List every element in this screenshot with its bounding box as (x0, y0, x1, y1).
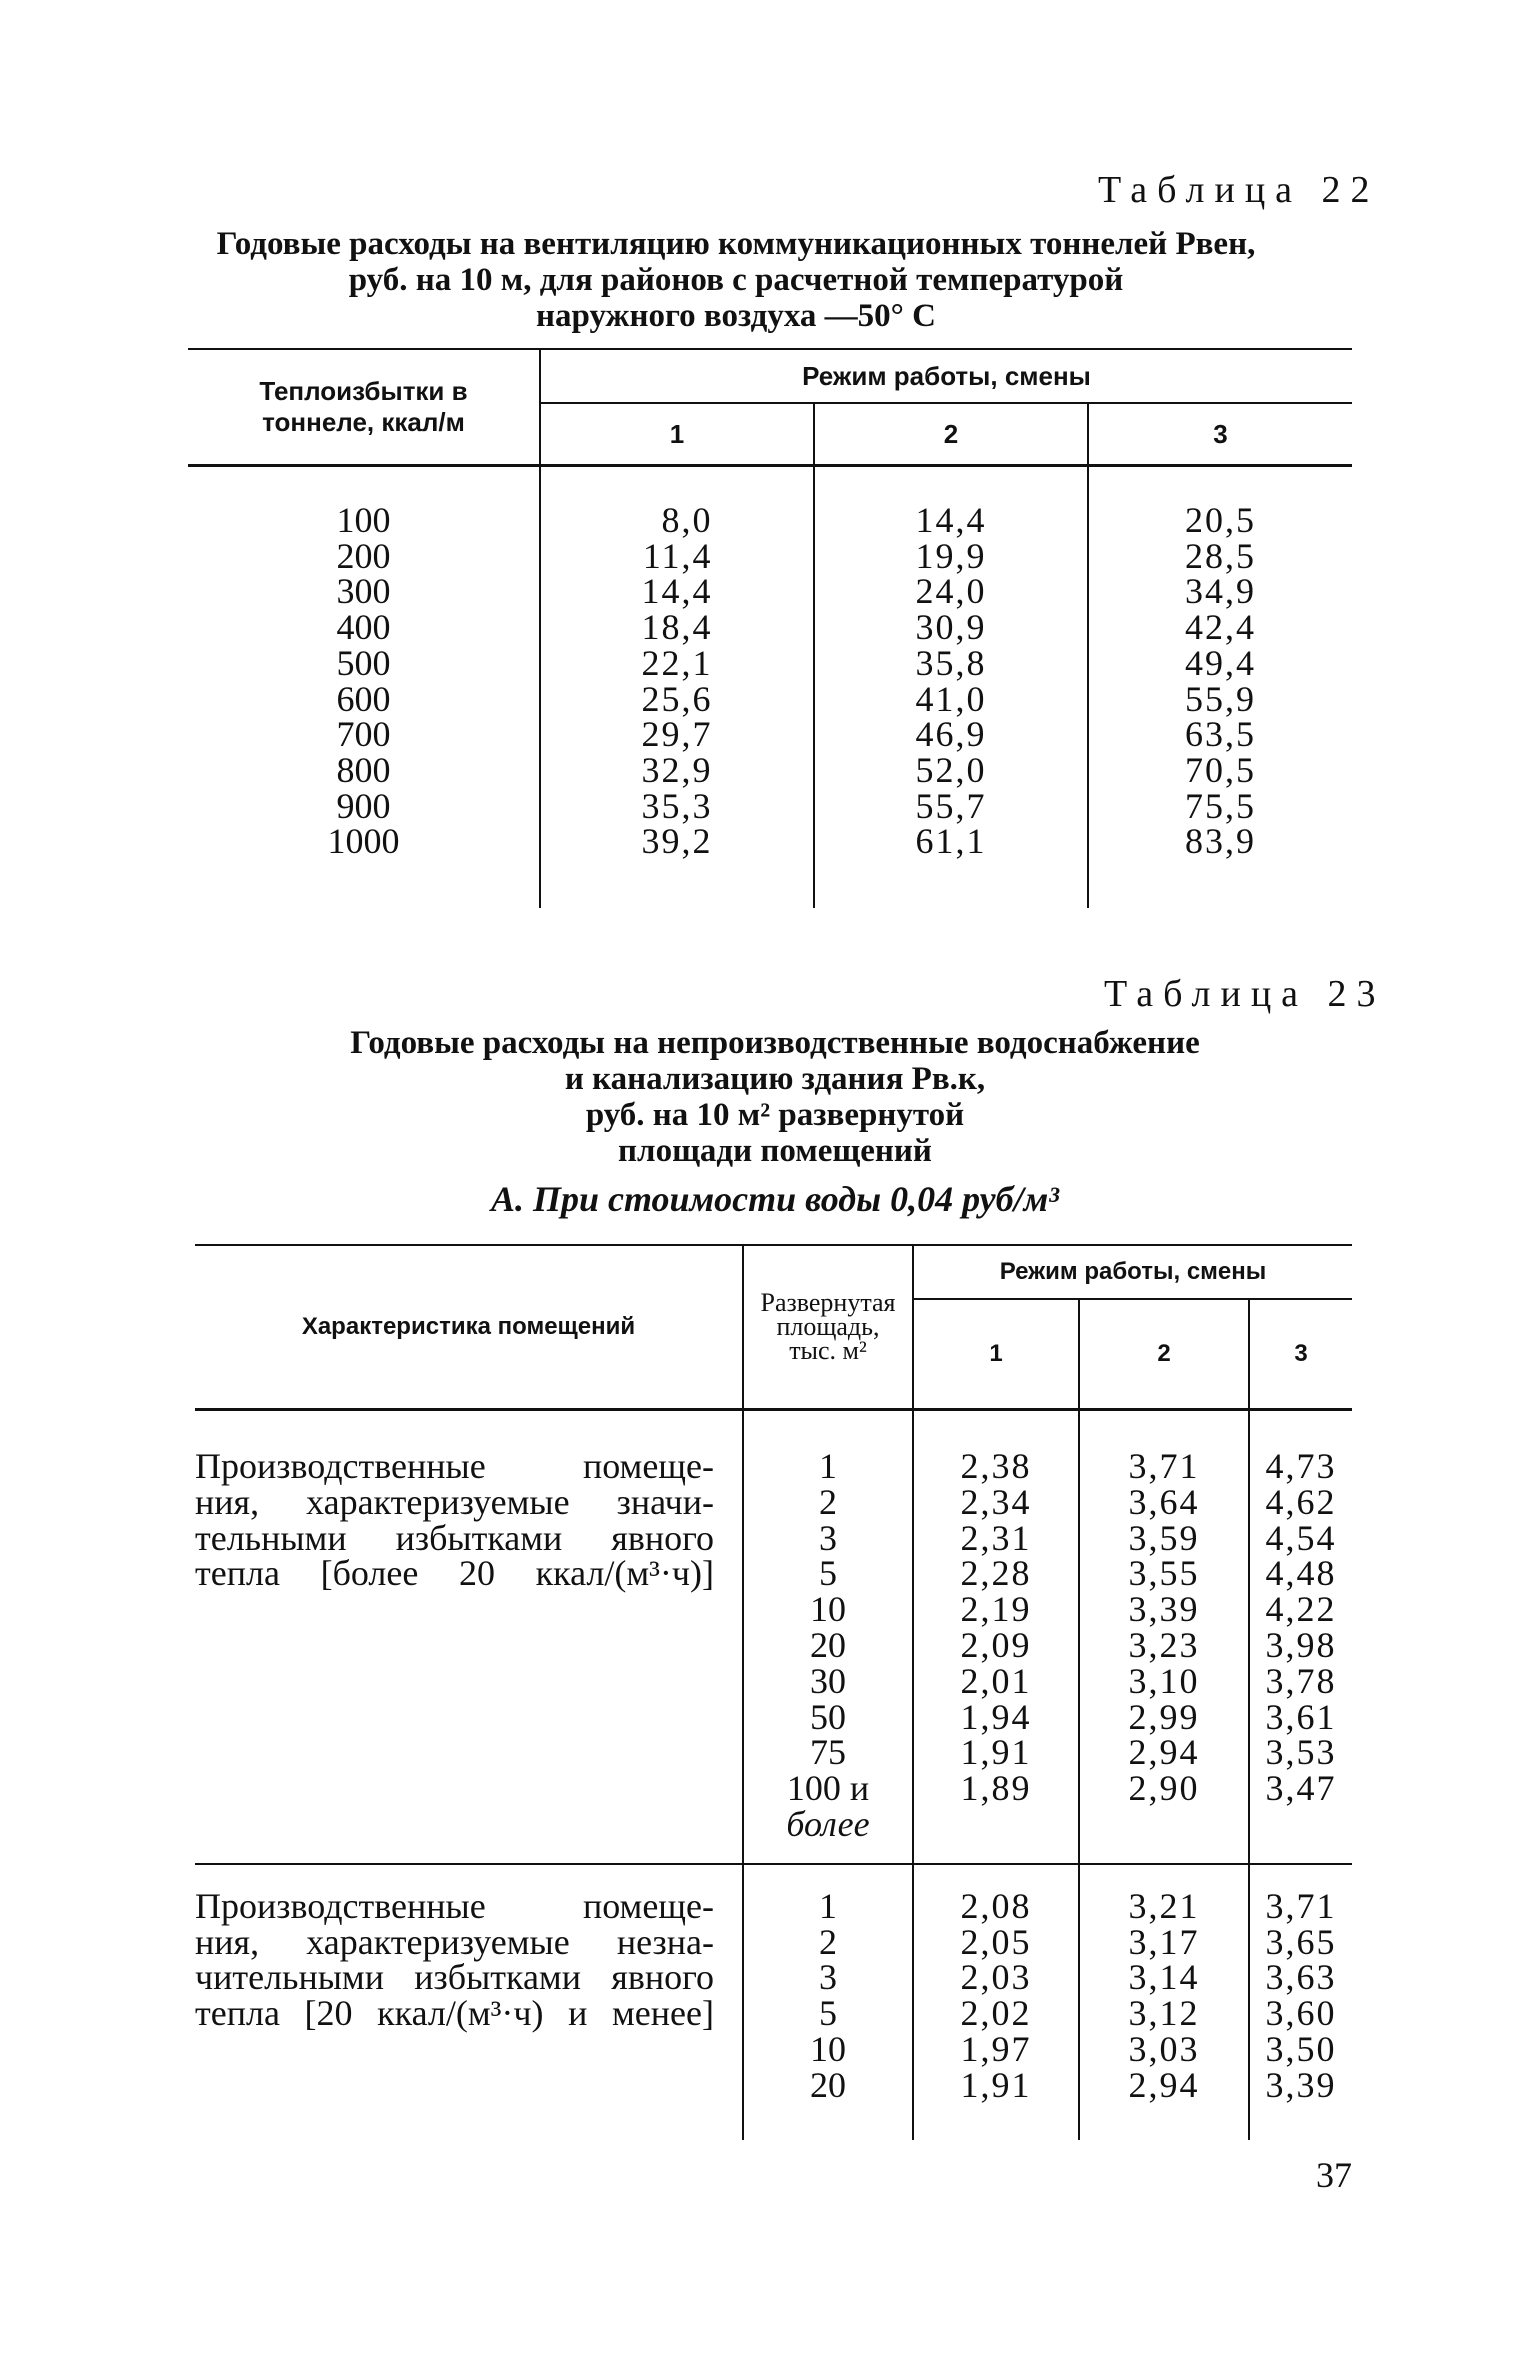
table22-cell-heat: 100 (336, 500, 391, 540)
table23-cell-shift-1: 1,91 (960, 2064, 1032, 2105)
table23-cell-shift-3: 3,50 (1265, 2028, 1337, 2069)
table22-cell-s3: 75,5 (1185, 785, 1256, 826)
table23-cell-shift-2: 3,14 (1128, 1957, 1200, 1998)
table23-group-2-areas (743, 1864, 913, 2140)
table23-group-2-shift-1 (913, 1864, 1079, 2140)
table22 (188, 348, 1352, 908)
table23-cell-area: 50 (810, 1696, 846, 1737)
table23-cell-shift-3: 3,61 (1265, 1696, 1337, 1737)
table23-cell-shift-3: 3,98 (1265, 1624, 1337, 1665)
table22-cell-s1: 11,4 (642, 535, 713, 576)
table22-cell-s2: 55,7 (915, 785, 987, 826)
table23-cell-shift-3: 3,53 (1265, 1732, 1337, 1773)
table22-cell-s1: 29,7 (641, 714, 713, 755)
table23-cell-shift-2: 2,94 (1128, 1732, 1200, 1773)
table22-cell-s2: 19,9 (915, 535, 987, 576)
table23-cell-area: 30 (810, 1660, 846, 1701)
table23-cell-shift-1: 1,94 (960, 1696, 1032, 1737)
table22-shift-header-1: 1 (540, 403, 814, 466)
table22-cell-s1: 39,2 (641, 821, 713, 862)
table23-group-1-shift-3 (1249, 1410, 1352, 1864)
table22-cell-s3: 34,9 (1185, 571, 1256, 612)
table23-cell-shift-1: 2,38 (960, 1446, 1032, 1486)
table22-cell-s1: 18,4 (641, 607, 713, 648)
table23-cell-area: 5 (819, 1553, 837, 1594)
table23-cell-shift-2: 3,21 (1128, 1885, 1200, 1926)
table23-cell-shift-3: 3,47 (1265, 1768, 1337, 1809)
table23-title-line-1: Годовые расходы на непроизводственные водоснабжение (350, 1025, 1200, 1061)
table22-col-heat (188, 466, 540, 909)
table23-cell-shift-1: 2,28 (960, 1553, 1032, 1594)
table23-title-line-2: и канализацию здания Pв.к, (564, 1061, 986, 1097)
table22-cell-heat: 500 (336, 642, 391, 683)
table23-cell-shift-3: 4,48 (1265, 1553, 1337, 1594)
table23-cell-shift-1: 2,08 (960, 1885, 1032, 1926)
table23-group-1-shift-2 (1079, 1410, 1249, 1864)
table23-group-row (195, 1410, 1352, 1864)
table23-group-1-areas (743, 1410, 913, 1864)
table23-cell-shift-1: 1,97 (960, 2028, 1032, 2069)
table22-cell-s2: 52,0 (915, 749, 987, 790)
table23-cell-shift-2: 3,59 (1128, 1517, 1200, 1558)
table22-title-line-1: Годовые расходы на вентиляцию коммуникационных тоннелей Pвен, (216, 226, 1256, 262)
table22-cell-s1: 35,3 (641, 785, 713, 826)
table22-cell-s1: 14,4 (641, 571, 713, 612)
table23-cell-shift-3: 3,71 (1265, 1885, 1337, 1926)
table22-cell-s3: 63,5 (1185, 714, 1256, 755)
table23-cell-shift-2: 3,55 (1128, 1553, 1200, 1594)
table22-cell-s1: 32,9 (641, 749, 713, 790)
table23-cell-area: 10 (810, 1589, 846, 1630)
table23-cell-area: 3 (819, 1517, 837, 1558)
table23-cell-shift-1: 2,19 (960, 1589, 1032, 1630)
table23-cell-shift-2: 3,23 (1128, 1624, 1200, 1665)
table22-cell-heat: 1000 (327, 821, 400, 862)
table22-cell-s1: 8,0 (661, 500, 713, 540)
table23-cell-area: 10 (810, 2028, 846, 2069)
table23-group-2-shift-3 (1249, 1864, 1352, 2140)
table23-title-line-3: руб. на 10 м² развернутой (585, 1097, 965, 1133)
table22-cell-heat: 900 (336, 785, 391, 826)
table22-cell-s2: 30,9 (915, 607, 987, 648)
table23-col-header-area: Развернутая площадь, тыс. м² (743, 1245, 913, 1410)
table23-cell-area: 1 (819, 1885, 837, 1926)
table22-cell-s2: 61,1 (915, 821, 987, 862)
table23-group-2-description: Производственные помеще- ния, характеризуемые незна- чительными избытками явного тепла [20 ккал/(м³·ч) и менее] (195, 1885, 714, 2034)
table23-cell-shift-1: 2,05 (960, 1921, 1032, 1962)
page-number: 37 (1316, 2155, 1352, 2195)
table23-group-row (195, 1864, 1352, 2140)
table23-group-header: Режим работы, смены (913, 1245, 1352, 1299)
table23-cell-shift-2: 3,12 (1128, 1993, 1200, 2034)
table22-body-row (188, 466, 1352, 909)
table23-cell-shift-1: 2,01 (960, 1660, 1032, 1701)
table22-cell-s3: 28,5 (1185, 535, 1256, 576)
table23-cell-shift-2: 3,03 (1128, 2028, 1200, 2069)
table22-cell-heat: 700 (336, 714, 391, 755)
table23-cell-shift-1: 2,34 (960, 1481, 1032, 1522)
table22-col-shift-1 (540, 466, 814, 909)
table22-cell-s3: 42,4 (1185, 607, 1256, 648)
table22-cell-s3: 70,5 (1185, 749, 1256, 790)
table23-cell-shift-1: 2,31 (960, 1517, 1032, 1558)
table23-title-line-4: площади помещений (618, 1133, 932, 1169)
table23-cell-shift-2: 2,90 (1128, 1768, 1200, 1809)
table22-cell-heat: 600 (336, 678, 391, 719)
table23-cell-shift-1: 1,91 (960, 1732, 1032, 1773)
table23-cell-area: 20 (810, 1624, 846, 1665)
table23-cell-shift-1: 1,89 (960, 1768, 1032, 1809)
table23-cell-shift-1: 2,03 (960, 1957, 1032, 1998)
table23-cell-shift-1: 2,09 (960, 1624, 1032, 1665)
table23-subtitle: А. При стоимости воды 0,04 руб/м³ (490, 1179, 1060, 1219)
table22-cell-s1: 25,6 (641, 678, 713, 719)
table23-cell-area: 1 (819, 1446, 837, 1486)
table23-cell-shift-3: 4,62 (1265, 1481, 1337, 1522)
table22-cell-s2: 35,8 (915, 642, 987, 683)
table22-shift-header-2: 2 (814, 403, 1088, 466)
table23-cell-area: 3 (819, 1957, 837, 1998)
table22-cell-s3: 20,5 (1185, 500, 1256, 540)
table22-caption: Таблица 22 (1098, 169, 1380, 211)
table22-title (120, 226, 1352, 334)
table22-cell-s2: 24,0 (915, 571, 987, 612)
table23-cell-shift-3: 3,60 (1265, 1993, 1337, 2034)
table23-cell-shift-2: 3,10 (1128, 1660, 1200, 1701)
table23-cell-shift-3: 3,78 (1265, 1660, 1337, 1701)
table22-group-header: Режим работы, смены (540, 349, 1352, 403)
table23-group-1-description: Производственные помеще- ния, характеризуемые значи- тельными избытками явного тепла [более 20 ккал/(м³·ч)] (195, 1410, 743, 1864)
table23 (195, 1244, 1352, 2140)
table22-cell-heat: 200 (336, 535, 391, 576)
table23-cell-shift-3: 4,54 (1265, 1517, 1337, 1558)
table23-cell-shift-3: 4,73 (1265, 1446, 1337, 1486)
table23-cell-area: более (786, 1803, 870, 1844)
table23-shift-header-2: 2 (1079, 1299, 1249, 1410)
table23-cell-shift-2: 2,99 (1128, 1696, 1200, 1737)
table22-col-shift-2 (814, 466, 1088, 909)
table23-cell-shift-3: 3,63 (1265, 1957, 1337, 1998)
table23-group-1-shift-1 (913, 1410, 1079, 1864)
table23-cell-shift-1: 2,02 (960, 1993, 1032, 2034)
table22-col-header-heat: Теплоизбытки в тоннеле, ккал/м (188, 349, 540, 466)
table22-shift-header-3: 3 (1088, 403, 1352, 466)
table22-title-line-3: наружного воздуха —50° С (536, 298, 936, 334)
table23-cell-shift-2: 3,17 (1128, 1921, 1200, 1962)
table23-caption: Таблица 23 (1104, 973, 1386, 1015)
table23-group-2-shift-2 (1079, 1864, 1249, 2140)
table22-cell-heat: 800 (336, 749, 391, 790)
table22-col-shift-3 (1088, 466, 1352, 909)
table23-title (160, 1025, 1390, 1169)
table23-cell-area: 2 (819, 1481, 837, 1522)
table22-cell-s1: 22,1 (641, 642, 713, 683)
table22-cell-s3: 49,4 (1185, 642, 1256, 683)
table22-title-line-2: руб. на 10 м, для районов с расчетной температурой (348, 262, 1124, 298)
table22-cell-s3: 55,9 (1185, 678, 1256, 719)
table23-col-header-description: Характеристика помещений (195, 1245, 743, 1410)
table23-shift-header-3: 3 (1249, 1299, 1352, 1410)
table22-cell-s2: 46,9 (915, 714, 987, 755)
table23-cell-shift-3: 3,39 (1265, 2064, 1337, 2105)
table23-cell-shift-2: 3,64 (1128, 1481, 1200, 1522)
table23-shift-header-1: 1 (913, 1299, 1079, 1410)
table23-cell-shift-3: 3,65 (1265, 1921, 1337, 1962)
table23-cell-area: 20 (810, 2064, 846, 2105)
table23-cell-shift-2: 3,39 (1128, 1589, 1200, 1630)
table22-cell-s2: 41,0 (915, 678, 987, 719)
table23-cell-area: 75 (810, 1732, 846, 1773)
table23-cell-shift-3: 4,22 (1265, 1589, 1337, 1630)
table23-cell-area: 100 и (786, 1768, 870, 1809)
table22-cell-heat: 300 (336, 571, 391, 612)
table22-cell-s2: 14,4 (915, 500, 987, 540)
table23-cell-shift-2: 2,94 (1128, 2064, 1200, 2105)
table22-cell-heat: 400 (336, 607, 391, 648)
table23-cell-shift-2: 3,71 (1128, 1446, 1200, 1486)
table23-cell-area: 2 (819, 1921, 837, 1962)
table23-cell-area: 5 (819, 1993, 837, 2034)
table22-cell-s3: 83,9 (1185, 821, 1256, 862)
